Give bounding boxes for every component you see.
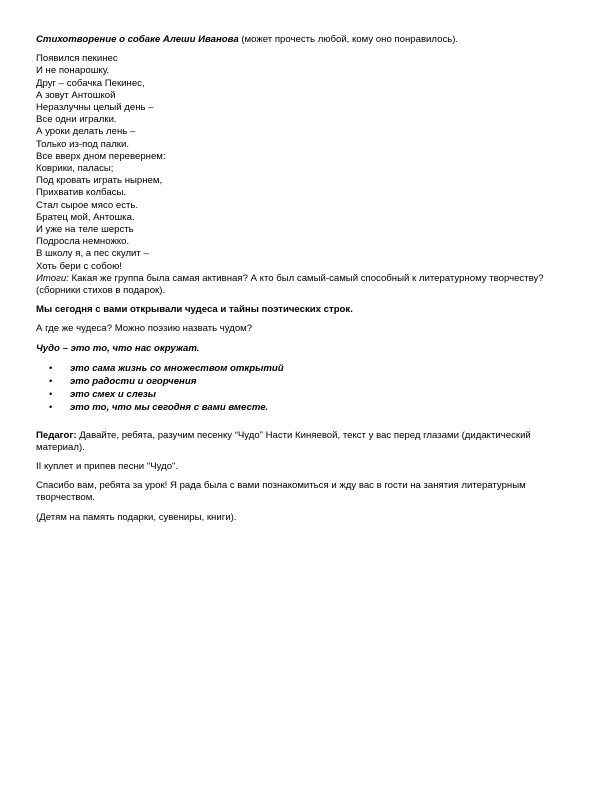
poem-line: Только из-под палки.: [36, 138, 130, 150]
bullet-icon: •: [49, 389, 53, 401]
poem-line: Неразлучны целый день –: [36, 102, 154, 114]
poem-line: Под кровать играть нырнем,: [36, 175, 163, 187]
poem-title-note: (может прочесть любой, кому оно понравилось).: [238, 34, 459, 45]
list-item: [36, 402, 576, 415]
verse-paragraph: II куплет и припев песни "Чудо".: [36, 461, 179, 473]
list-item: [36, 389, 576, 402]
poem-line: Подросла немножко.: [36, 236, 130, 248]
poem-title: Стихотворение о собаке Алеши Иванова: [36, 34, 239, 45]
poem-line: Все вверх дном перевернем:: [36, 150, 166, 162]
wonders-list: [36, 363, 576, 416]
poem-line: Прихватив колбасы.: [36, 187, 127, 199]
thanks-paragraph: Спасибо вам, ребята за урок! Я рада была с вами познакомиться и жду вас в гости на занятия литературным творчеством.: [36, 480, 526, 504]
teacher-paragraph: [36, 430, 576, 454]
teacher-label: Педагог:: [36, 429, 77, 441]
teacher-text: Давайте, ребята, разучим песенку “Чудо” Насти Киняевой, текст у вас перед глазами (дидактический материал).: [36, 429, 531, 453]
summary-label: Итоги:: [36, 272, 69, 284]
poem-line: Друг – собачка Пекинес,: [36, 77, 145, 89]
poem-line: Коврики, паласы;: [36, 163, 114, 175]
summary-paragraph: [36, 273, 576, 297]
list-item-text: это то, что мы сегодня с вами вместе.: [70, 402, 269, 414]
poem-line: А уроки делать лень –: [36, 126, 136, 138]
poem-heading: [36, 34, 576, 46]
list-item: [36, 363, 576, 376]
question-paragraph: А где же чудеса? Можно поэзию назвать чудом?: [36, 323, 253, 335]
poem-line: Хоть бери с собою!: [36, 260, 122, 272]
document-content: [36, 34, 576, 524]
list-item: [36, 376, 576, 389]
poem-line: Братец мой, Антошка.: [36, 211, 135, 223]
bullet-icon: •: [49, 376, 53, 388]
secrets-paragraph: Мы сегодня с вами открывали чудеса и тайны поэтических строк.: [36, 304, 353, 316]
list-item-text: это радости и огорчения: [70, 376, 197, 388]
list-item-text: это смех и слезы: [70, 389, 156, 401]
poem-line: Появился пекинес: [36, 53, 118, 65]
bullet-icon: •: [49, 362, 53, 374]
poem-line: В школу я, а пес скулит –: [36, 248, 149, 260]
poem-line: И не понарошку.: [36, 65, 110, 77]
poem-line: Стал сырое мясо есть.: [36, 199, 139, 211]
poem-line: А зовут Антошкой: [36, 89, 116, 101]
poem: [36, 53, 576, 273]
gifts-paragraph: (Детям на память подарки, сувениры, книги).: [36, 511, 237, 523]
summary-text: Какая же группа была самая активная? А кто был самый-самый способный к литературному творчеству? (сборники стихов в подарок).: [36, 272, 544, 297]
miracle-definition: Чудо – это то, что нас окружат.: [36, 342, 200, 354]
poem-line: Все одни игралки.: [36, 114, 117, 126]
poem-line: И уже на теле шерсть: [36, 224, 134, 236]
bullet-icon: •: [49, 402, 53, 414]
list-item-text: это сама жизнь со множеством открытий: [70, 362, 284, 374]
